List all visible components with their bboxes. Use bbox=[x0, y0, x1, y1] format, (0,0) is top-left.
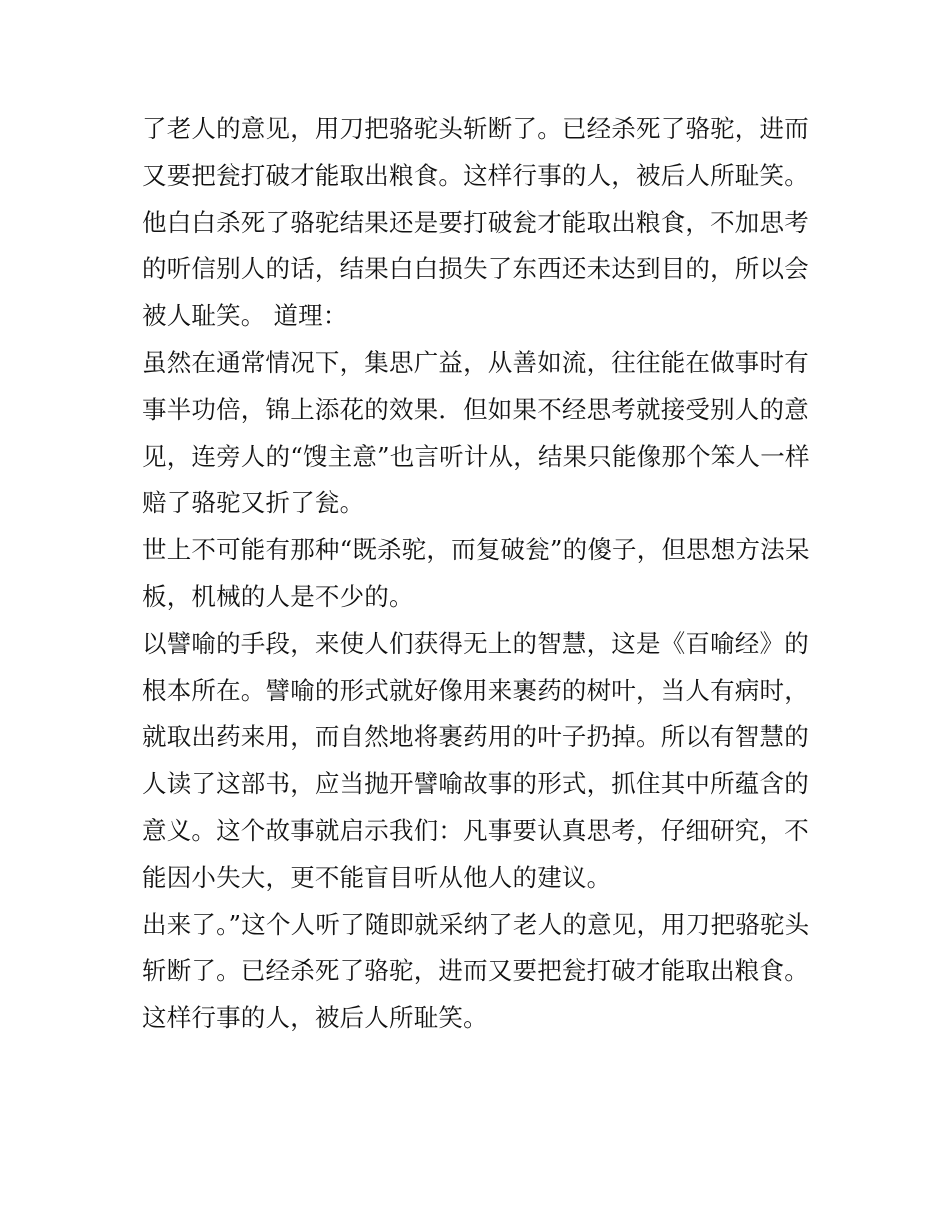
document-body bbox=[142, 106, 832, 1042]
paragraph-1: 了老人的意见，用刀把骆驼头斩断了。已经杀死了骆驼，进而又要把瓮打破才能取出粮食。这样行事的人，被后人所耻笑。他白白杀死了骆驼结果还是要打破瓮才能取出粮食，不加思考的听信别人的话，结果白白损失了东西还未达到目的，所以会被人耻笑。 道理： bbox=[142, 114, 809, 331]
paragraph-2: 虽然在通常情况下，集思广益，从善如流，往往能在做事时有事半功倍，锦上添花的效果．但如果不经思考就接受别人的意见，连旁人的“馊主意”也言听计从，结果只能像那个笨人一样赔了骆驼又折了瓮。 bbox=[142, 347, 810, 518]
paragraph-5: 出来了。”这个人听了随即就采纳了老人的意见，用刀把骆驼头斩断了。已经杀死了骆驼，进而又要把瓮打破才能取出粮食。这样行事的人，被后人所耻笑。 bbox=[142, 909, 810, 1033]
paragraph-4: 以譬喻的手段，来使人们获得无上的智慧，这是《百喻经》的根本所在。譬喻的形式就好像用来裹药的树叶，当人有病时，就取出药来用，而自然地将裹药用的叶子扔掉。所以有智慧的人读了这部书，应当抛开譬喻故事的形式，抓住其中所蕴含的意义。这个故事就启示我们：凡事要认真思考，仔细研究，不能因小失大，更不能盲目听从他人的建议。 bbox=[142, 628, 809, 892]
paragraph-3: 世上不可能有那种“既杀驼，而复破瓮”的傻子，但思想方法呆板，机械的人是不少的。 bbox=[142, 535, 810, 611]
